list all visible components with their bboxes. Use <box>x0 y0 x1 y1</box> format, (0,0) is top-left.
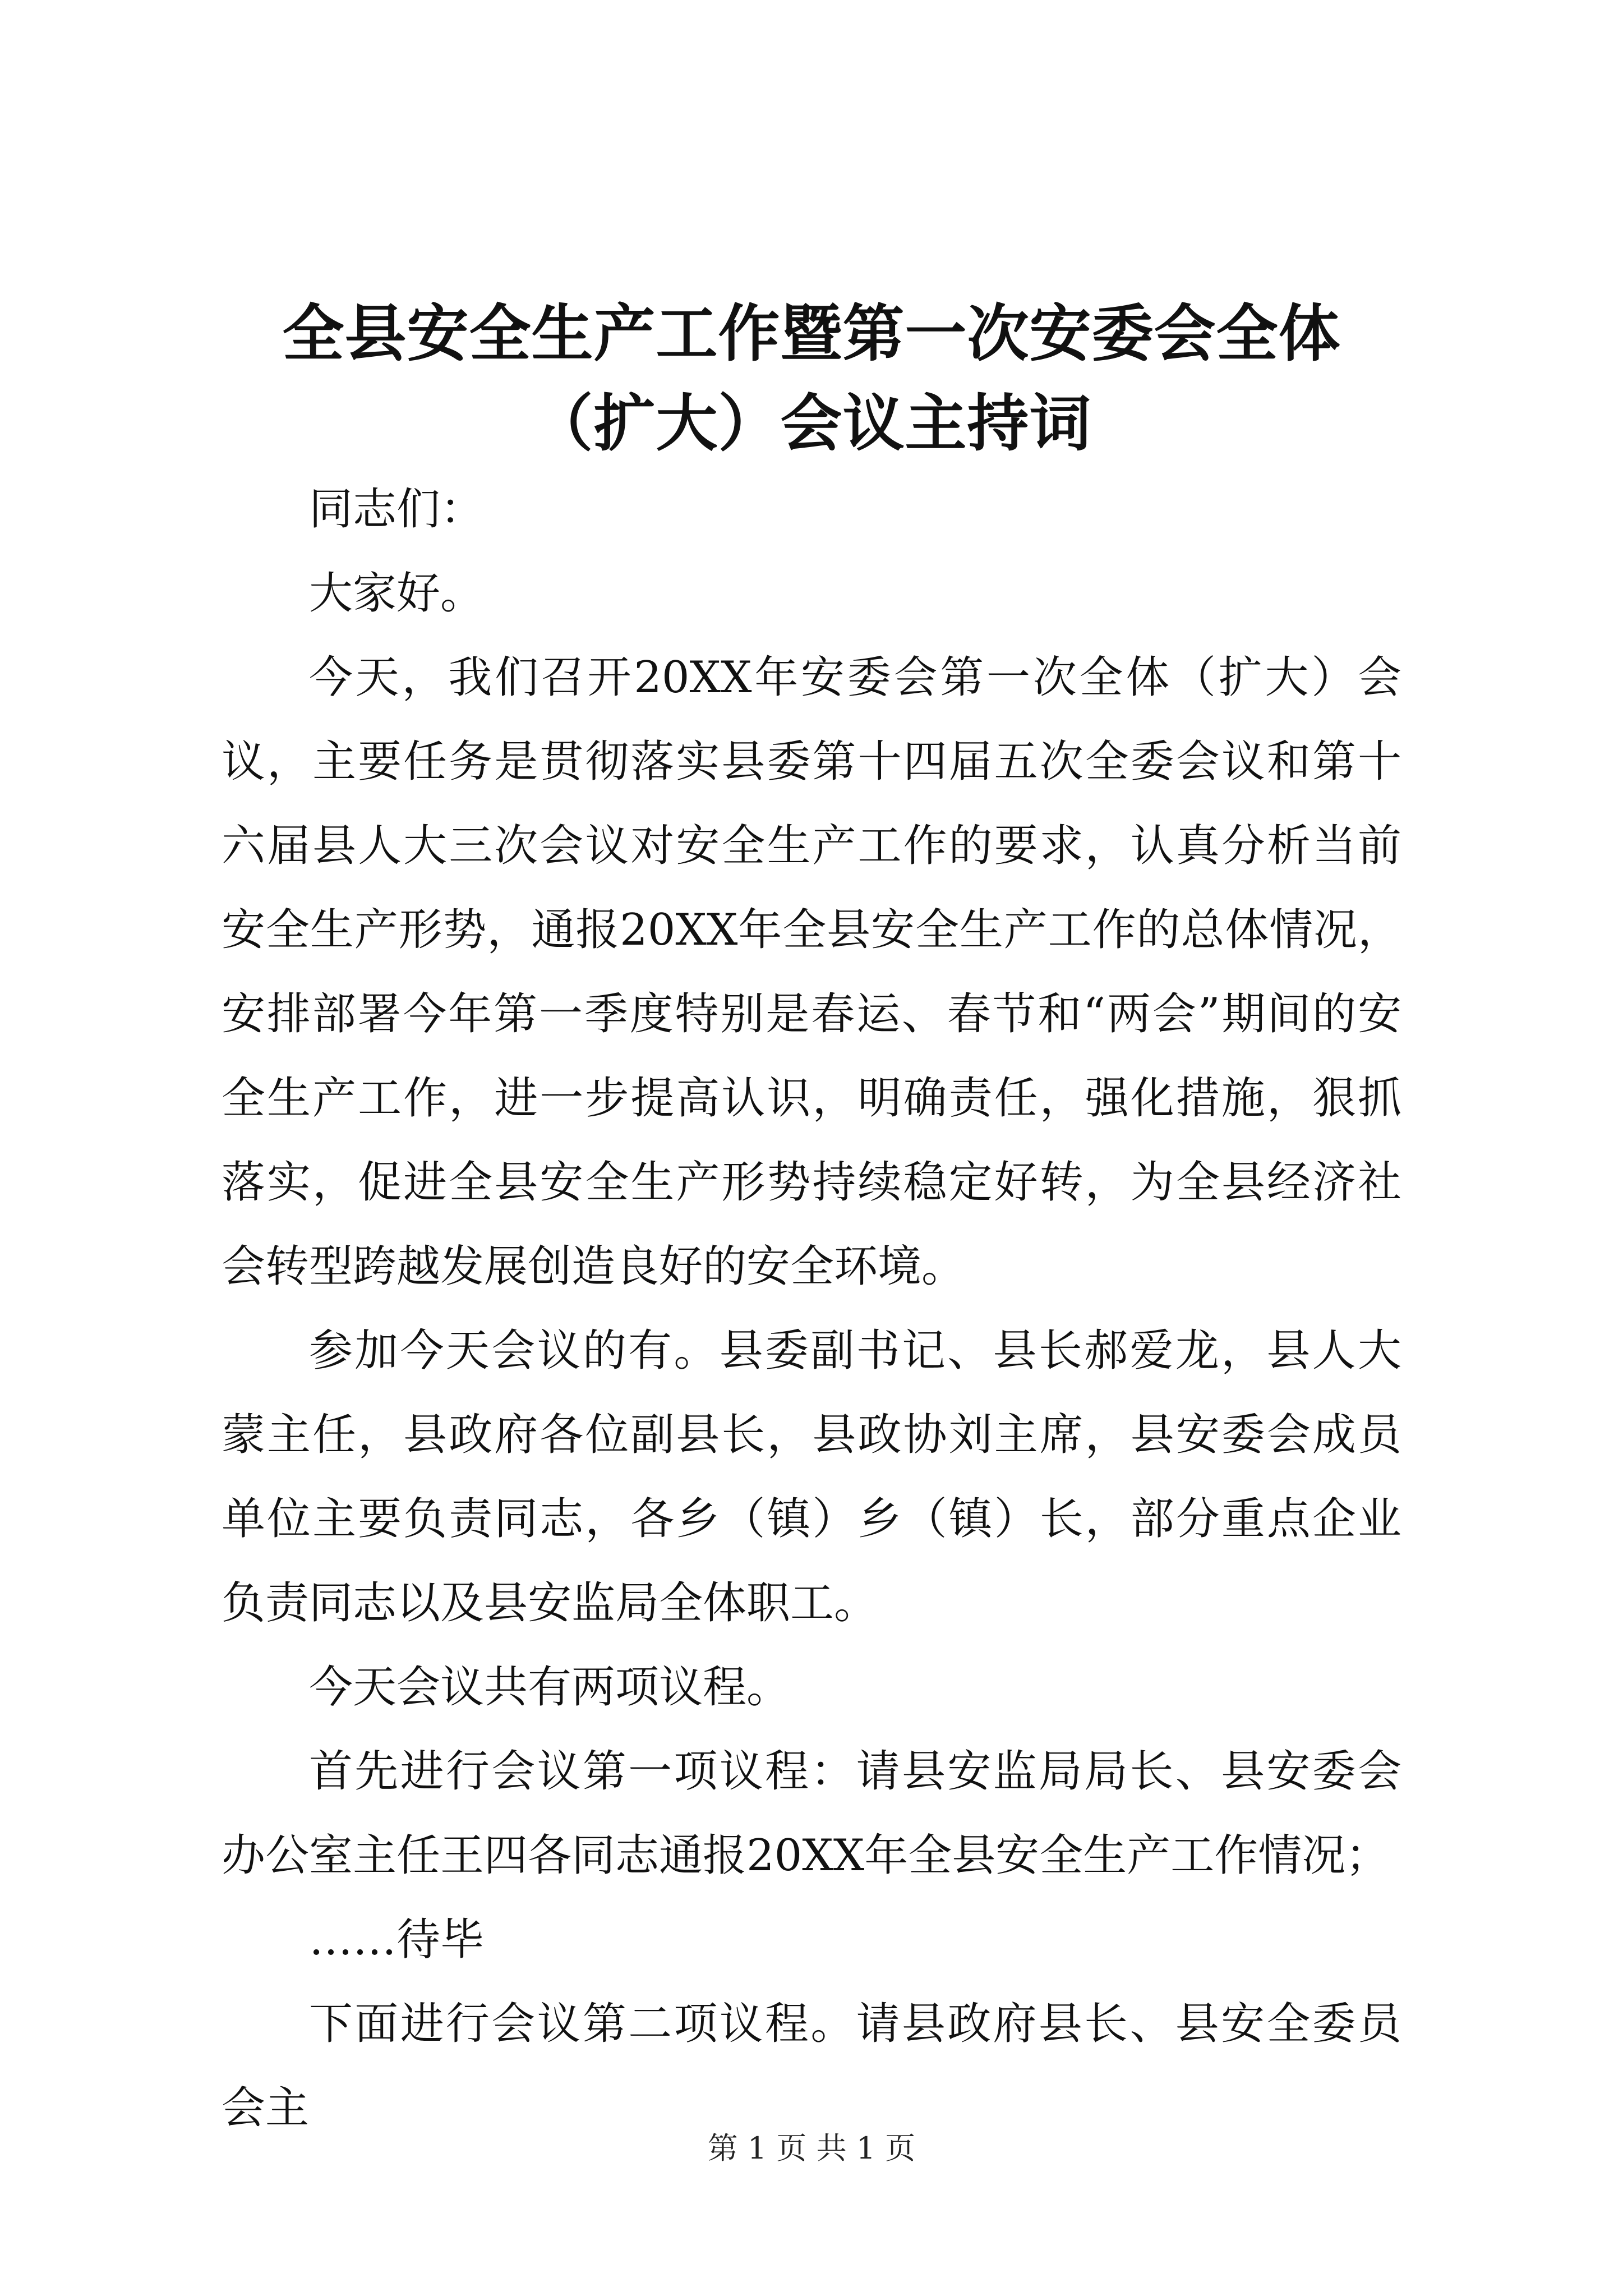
document-title: 全县安全生产工作暨第一次安委会全体（扩大）会议主持词 <box>282 297 1341 459</box>
paragraph-agenda-item-1: 首先进行会议第一项议程：请县安监局局长、县安委会办公室主任王四各同志通报20XX年全县安全生产工作情况； <box>222 1746 1401 1881</box>
paragraph-pause: ……待毕 <box>309 1915 485 1965</box>
paragraph-agenda-item-2: 下面进行会议第二项议程。请县政府县长、县安全委员会主 <box>222 1999 1401 2133</box>
document-body <box>222 467 1401 2150</box>
paragraph-salutation: 同志们： <box>309 484 485 535</box>
paragraph-purpose: 今天，我们召开20XX年安委会第一次全体（扩大）会议，主要任务是贯彻落实县委第十四届五次全委会议和第十六届县人大三次会议对安全生产工作的要求，认真分析当前安全生产形势，通报20XX年全县安全生产工作的总体情况，安排部署今年第一季度特别是春运、春节和“两会”期间的安全生产工作，进一步提高认识，明确责任，强化措施，狠抓落实，促进全县安全生产形势持续稳定好转，为全县经济社会转型跨越发展创造良好的安全环境。 <box>222 652 1401 1292</box>
paragraph-greeting: 大家好。 <box>309 568 485 619</box>
paragraph-agenda-count: 今天会议共有两项议程。 <box>309 1662 791 1713</box>
page-number-footer: 第 1 页 共 1 页 <box>707 2131 916 2166</box>
paragraph-attendees: 参加今天会议的有。县委副书记、县长郝爱龙，县人大蒙主任，县政府各位副县长，县政协刘主席，县安委会成员单位主要负责同志，各乡（镇）乡（镇）长，部分重点企业负责同志以及县安监局全体职工。 <box>222 1326 1401 1628</box>
